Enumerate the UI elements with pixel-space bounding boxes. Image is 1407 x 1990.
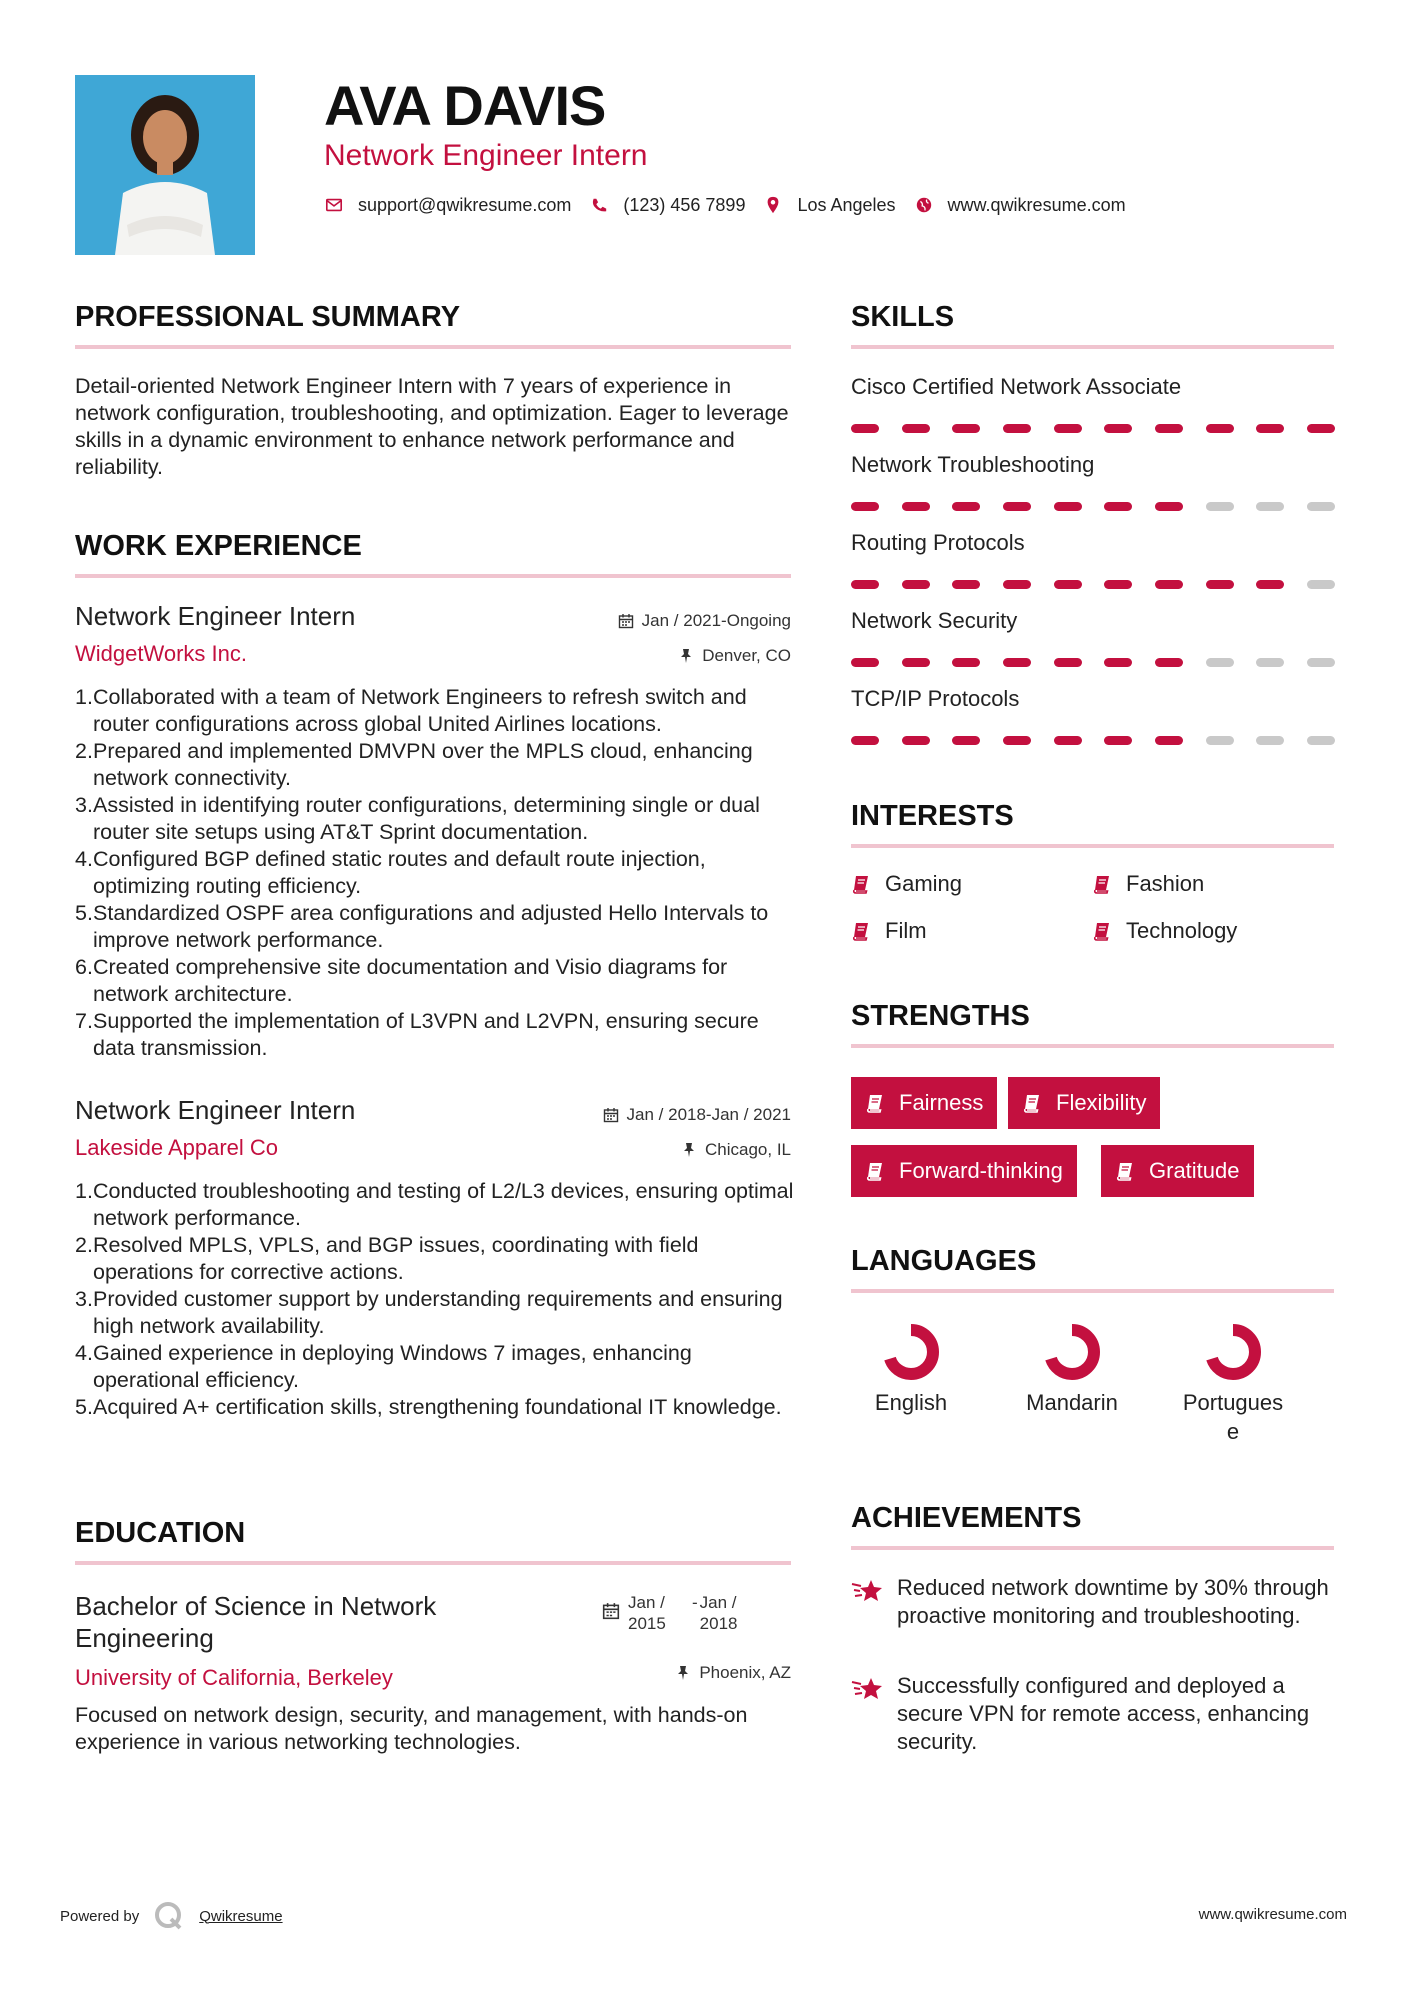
candidate-name: AVA DAVIS — [324, 74, 606, 137]
profile-photo — [75, 75, 255, 255]
book-icon — [1115, 1161, 1135, 1181]
skill-segment-filled — [1003, 502, 1031, 511]
job-location-text: Chicago, IL — [705, 1140, 791, 1159]
contact-location — [763, 195, 895, 216]
language-item — [1173, 1322, 1293, 1446]
interest-item: Gaming — [851, 870, 962, 898]
book-icon — [851, 921, 871, 941]
calendar-icon — [603, 1107, 619, 1123]
achievements-heading: ACHIEVEMENTS — [851, 1502, 1082, 1534]
skill-name: Cisco Certified Network Associate — [851, 374, 1182, 399]
contact-email[interactable] — [324, 195, 571, 216]
skill-segment-filled — [902, 424, 930, 433]
job-company: Lakeside Apparel Co — [75, 1135, 279, 1160]
skill-segment-filled — [1104, 736, 1132, 745]
book-icon — [1022, 1093, 1042, 1113]
skill-segment-filled — [1256, 424, 1284, 433]
job-title: Network Engineer Intern — [75, 601, 356, 631]
skill-segment-filled — [1256, 580, 1284, 589]
skill-segment-filled — [952, 658, 980, 667]
skill-segment-filled — [1104, 658, 1132, 667]
skill-level-bar — [851, 424, 1335, 433]
skill-segment-empty — [1206, 502, 1234, 511]
pushpin-icon — [681, 1142, 697, 1158]
job-location-text: Denver, CO — [702, 646, 791, 665]
contact-bar — [324, 192, 1144, 218]
qwikresume-logo-icon — [153, 1900, 185, 1932]
contact-location-text: Los Angeles — [797, 194, 896, 215]
skill-segment-empty — [1307, 580, 1335, 589]
book-icon — [865, 1161, 885, 1181]
skill-segment-filled — [851, 580, 879, 589]
summary-text: Detail-oriented Network Engineer Intern with 7 years of experience in network configuration, troubleshooting, and optimization. Eager to leverage skills in a dynamic environment to enhance network performance and reliability. — [75, 374, 789, 479]
skill-segment-filled — [952, 424, 980, 433]
phone-icon — [589, 195, 609, 215]
contact-website-text: www.qwikresume.com — [947, 194, 1126, 215]
language-name: Portuguese — [1182, 1390, 1284, 1444]
skill-segment-filled — [952, 580, 980, 589]
shooting-star-icon — [851, 1576, 885, 1606]
job-company: WidgetWorks Inc. — [75, 641, 247, 666]
list-item: 2. Prepared and implemented DMVPN over the MPLS cloud, enhancing network connectivity. — [75, 739, 753, 790]
skill-level-bar — [851, 502, 1335, 511]
skill-segment-filled — [1054, 658, 1082, 667]
skill-name: Network Troubleshooting — [851, 452, 1095, 477]
language-name: Mandarin — [1026, 1390, 1118, 1415]
job-bullet-list — [75, 684, 800, 1062]
strength-tag: Flexibility — [1008, 1077, 1160, 1129]
powered-by-label: Powered by — [60, 1907, 140, 1925]
map-pin-icon — [763, 195, 783, 215]
job-date — [603, 1104, 791, 1126]
skill-segment-filled — [952, 736, 980, 745]
skill-segment-filled — [1307, 424, 1335, 433]
education-description: Focused on network design, security, and management, with hands-on experience in various networking technologies. — [75, 1703, 748, 1754]
experience-divider — [75, 574, 791, 578]
skill-level-bar — [851, 658, 1335, 667]
skill-segment-filled — [1003, 658, 1031, 667]
book-icon — [865, 1093, 885, 1113]
skill-segment-filled — [1206, 424, 1234, 433]
skill-segment-filled — [851, 658, 879, 667]
skill-segment-empty — [1256, 736, 1284, 745]
skill-segment-filled — [902, 736, 930, 745]
interest-item: Technology — [1092, 917, 1237, 945]
list-item: 5. Acquired A+ certification skills, strengthening foundational IT knowledge. — [75, 1395, 782, 1419]
contact-phone-text: (123) 456 7899 — [623, 194, 746, 215]
education-heading: EDUCATION — [75, 1517, 246, 1549]
skill-level-bar — [851, 736, 1335, 745]
person-photo-illustration — [75, 75, 255, 255]
skill-segment-filled — [1054, 424, 1082, 433]
summary-heading: PROFESSIONAL SUMMARY — [75, 301, 461, 333]
globe-icon — [914, 195, 934, 215]
skill-segment-filled — [1003, 736, 1031, 745]
job-date-text: Jan / 2018-Jan / 2021 — [626, 1105, 791, 1124]
contact-phone[interactable] — [589, 195, 745, 216]
list-item: 7. Supported the implementation of L3VPN and L2VPN, ensuring secure data transmission. — [75, 1009, 759, 1060]
language-proficiency-ring — [1203, 1322, 1263, 1382]
language-item — [851, 1322, 971, 1417]
language-proficiency-ring — [1042, 1322, 1102, 1382]
list-item: 2. Resolved MPLS, VPLS, and BGP issues, coordinating with field operations for corrective actions. — [75, 1233, 699, 1284]
education-start-date: Jan / 2015 — [628, 1593, 666, 1633]
achievements-divider — [851, 1546, 1334, 1550]
skill-segment-filled — [851, 424, 879, 433]
languages-heading: LANGUAGES — [851, 1245, 1037, 1277]
education-date-separator: - — [692, 1593, 698, 1612]
skill-segment-empty — [1307, 658, 1335, 667]
book-icon — [1092, 921, 1112, 941]
language-name: English — [874, 1390, 948, 1415]
job-location — [681, 1139, 791, 1161]
strengths-heading: STRENGTHS — [851, 1000, 1030, 1032]
brand-link[interactable]: Qwikresume — [199, 1907, 283, 1925]
skill-segment-filled — [1054, 580, 1082, 589]
list-item: 6. Created comprehensive site documentation and Visio diagrams for network architecture. — [75, 955, 728, 1006]
list-item: 3. Assisted in identifying router configurations, determining single or dual router site setups using AT&T Sprint documentation. — [75, 793, 760, 844]
skill-segment-filled — [1003, 424, 1031, 433]
skill-segment-filled — [1003, 580, 1031, 589]
skill-segment-filled — [952, 502, 980, 511]
list-item: 1. Conducted troubleshooting and testing of L2/L3 devices, ensuring optimal network performance. — [75, 1179, 794, 1230]
job-date — [618, 610, 791, 632]
footer-website[interactable]: www.qwikresume.com — [1198, 1906, 1347, 1923]
list-item: 3. Provided customer support by understanding requirements and ensuring high network availability. — [75, 1287, 783, 1338]
skill-segment-empty — [1307, 736, 1335, 745]
strength-tag: Gratitude — [1101, 1145, 1254, 1197]
list-item: 4. Gained experience in deploying Windows 7 images, enhancing operational efficiency. — [75, 1341, 692, 1392]
skills-divider — [851, 345, 1334, 349]
skill-segment-filled — [851, 736, 879, 745]
education-end-date: Jan / 2018 — [699, 1593, 738, 1633]
skill-level-bar — [851, 580, 1335, 589]
shooting-star-icon — [851, 1674, 885, 1704]
skill-segment-empty — [1256, 658, 1284, 667]
education-dates — [602, 1592, 764, 1634]
achievement-item: Reduced network downtime by 30% through proactive monitoring and troubleshooting. — [851, 1574, 1341, 1630]
skill-segment-filled — [902, 502, 930, 511]
experience-heading: WORK EXPERIENCE — [75, 530, 362, 562]
list-item: 1. Collaborated with a team of Network Engineers to refresh switch and router configurations across global United Airlines locations. — [75, 685, 747, 736]
skill-segment-filled — [1104, 424, 1132, 433]
skill-segment-empty — [1206, 736, 1234, 745]
contact-website[interactable] — [914, 195, 1126, 216]
achievement-item: Successfully configured and deployed a secure VPN for remote access, enhancing security. — [851, 1672, 1341, 1756]
skill-segment-filled — [1104, 502, 1132, 511]
summary-divider — [75, 345, 791, 349]
education-divider — [75, 1561, 791, 1565]
skill-segment-filled — [1206, 580, 1234, 589]
skill-segment-empty — [1256, 502, 1284, 511]
contact-email-text: support@qwikresume.com — [358, 194, 572, 215]
skill-name: Routing Protocols — [851, 530, 1025, 555]
interests-divider — [851, 844, 1334, 848]
job-title: Network Engineer Intern — [75, 1095, 356, 1125]
skill-segment-filled — [1155, 736, 1183, 745]
list-item: 5. Standardized OSPF area configurations and adjusted Hello Intervals to improve network performance. — [75, 901, 769, 952]
calendar-icon — [602, 1602, 620, 1620]
footer-powered-by — [60, 1900, 283, 1932]
strengths-divider — [851, 1044, 1334, 1048]
list-item: 4. Configured BGP defined static routes and default route injection, optimizing routing efficiency. — [75, 847, 706, 898]
languages-divider — [851, 1289, 1334, 1293]
skills-heading: SKILLS — [851, 301, 955, 333]
pushpin-icon — [675, 1665, 691, 1681]
skill-segment-filled — [1104, 580, 1132, 589]
education-school: University of California, Berkeley — [75, 1665, 393, 1690]
skill-name: Network Security — [851, 608, 1018, 633]
strength-tag: Forward-thinking — [851, 1145, 1077, 1197]
education-location — [675, 1662, 791, 1684]
job-bullet-list — [75, 1178, 800, 1421]
strength-tag: Fairness — [851, 1077, 997, 1129]
skill-segment-filled — [902, 580, 930, 589]
education-location-text: Phoenix, AZ — [699, 1663, 791, 1682]
skill-segment-filled — [1155, 502, 1183, 511]
interests-heading: INTERESTS — [851, 800, 1014, 832]
language-proficiency-ring — [881, 1322, 941, 1382]
book-icon — [851, 874, 871, 894]
job-date-text: Jan / 2021-Ongoing — [641, 611, 791, 630]
skill-segment-filled — [902, 658, 930, 667]
skill-segment-filled — [1155, 658, 1183, 667]
skill-segment-filled — [1054, 736, 1082, 745]
job-location — [678, 645, 791, 667]
skill-segment-empty — [1307, 502, 1335, 511]
skill-segment-empty — [1206, 658, 1234, 667]
pushpin-icon — [678, 648, 694, 664]
book-icon — [1092, 874, 1112, 894]
education-degree: Bachelor of Science in Network Engineering — [75, 1591, 437, 1653]
skill-segment-filled — [1054, 502, 1082, 511]
interest-item: Fashion — [1092, 870, 1204, 898]
interest-item: Film — [851, 917, 927, 945]
skill-segment-filled — [1155, 580, 1183, 589]
skill-segment-filled — [851, 502, 879, 511]
skill-name: TCP/IP Protocols — [851, 686, 1020, 711]
candidate-title: Network Engineer Intern — [324, 139, 648, 172]
language-item — [1012, 1322, 1132, 1417]
skill-segment-filled — [1155, 424, 1183, 433]
envelope-icon — [324, 195, 344, 215]
calendar-icon — [618, 613, 634, 629]
